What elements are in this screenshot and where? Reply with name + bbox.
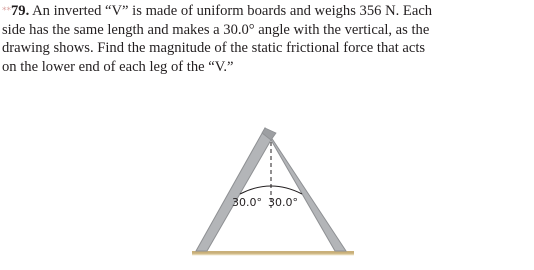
problem-line-2: side has the same length and makes a 30.0° angle with the vertical, as the <box>2 21 430 38</box>
left-board <box>196 128 271 251</box>
problem-number: 79. <box>11 3 30 19</box>
problem-text-1: An inverted “V” is made of uniform boards and weighs 356 N. Each <box>29 3 433 19</box>
problem-line-4: on the lower end of each leg of the “V.” <box>2 58 234 75</box>
right-angle-label: 30.0° <box>268 196 298 209</box>
difficulty-stars: ** <box>2 6 11 16</box>
right-board <box>265 128 346 251</box>
left-angle-label: 30.0° <box>232 196 262 209</box>
problem-line-3: drawing shows. Find the magnitude of the static frictional force that acts <box>2 40 426 56</box>
